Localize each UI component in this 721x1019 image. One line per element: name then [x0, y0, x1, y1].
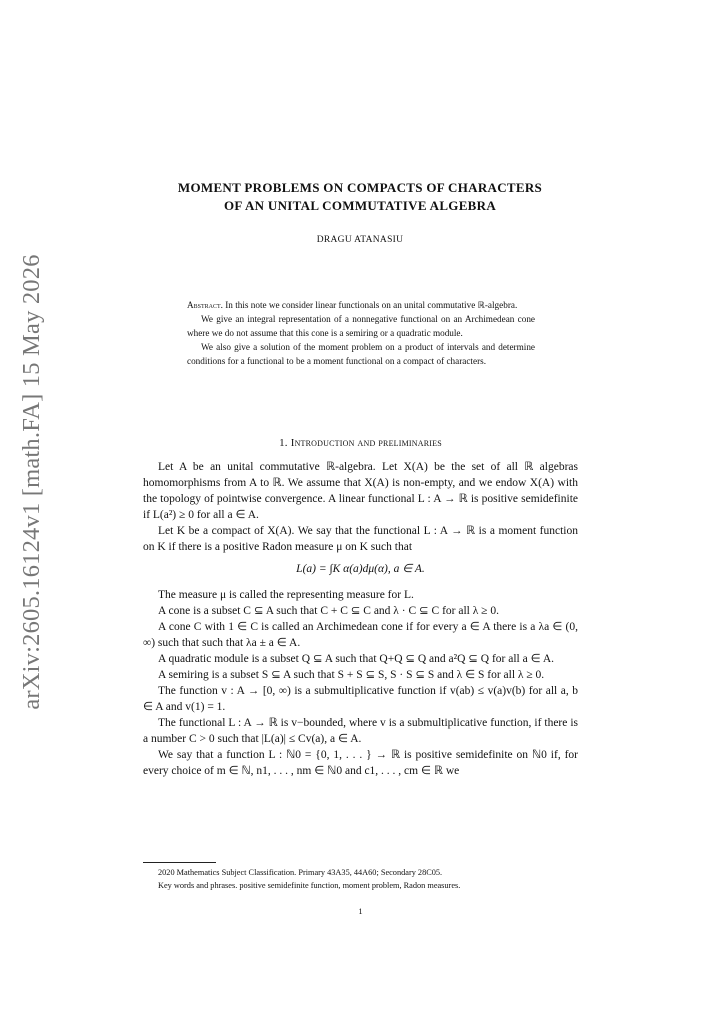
paragraph: Let A be an unital commutative ℝ-algebra. Let X(A) be the set of all ℝ algebras homomorphisms from A to ℝ. We assume that X(A) is non-empty, and we endow X(A) with the topology of pointwise convergence. A linear functional L : A → ℝ is positive semidefinite if L(a²) ≥ 0 for all a ∈ A.: [143, 461, 578, 521]
paragraph: We say that a function L : ℕ0 = {0, 1, . . . } → ℝ is positive semidefinite on ℕ0 if, for every choice of m ∈ ℕ, n1, . . . , nm ∈ ℕ0 and c1, . . . , cm ∈ ℝ we: [143, 749, 578, 777]
abstract-paragraph-3: We also give a solution of the moment problem on a product of intervals and determine conditions for a functional to be a moment functional on a compact of characters.: [187, 342, 535, 366]
section-heading: 1. Introduction and preliminaries: [279, 437, 442, 449]
paragraph: The function v : A → [0, ∞) is a submultiplicative function if v(ab) ≤ v(a)v(b) for all a, b ∈ A and v(1) = 1.: [143, 685, 578, 713]
body-text: [143, 459, 578, 779]
display-formula: L(a) = ∫K α(a)dμ(α), a ∈ A.: [296, 563, 425, 575]
page-number: 1: [358, 906, 363, 916]
abstract: [187, 298, 535, 368]
abstract-label: Abstract.: [187, 300, 223, 310]
abstract-paragraph-1: [187, 298, 535, 312]
title-line-1: MOMENT PROBLEMS ON COMPACTS OF CHARACTERS: [177, 180, 543, 195]
paragraph: A cone C with 1 ∈ C is called an Archimedean cone if for every a ∈ A there is a λa ∈ (0, ∞) such that such that λa ± a ∈ A.: [143, 621, 578, 649]
footnote-rule: [143, 862, 216, 863]
paragraph: A semiring is a subset S ⊆ A such that S + S ⊆ S, S · S ⊆ S and λ ∈ S for all λ ≥ 0.: [158, 669, 545, 681]
paragraph: Let K be a compact of X(A). We say that the functional L : A → ℝ is a moment function on K if there is a positive Radon measure μ on K such that: [143, 525, 578, 553]
paper-title: [140, 179, 580, 215]
footnote-msc: 2020 Mathematics Subject Classification. Primary 43A35, 44A60; Secondary 28C05.: [158, 868, 443, 877]
paragraph: The functional L : A → ℝ is v−bounded, where v is a submultiplicative function, if there is a number C > 0 such that |L(a)| ≤ Cv(a), a ∈ A.: [143, 717, 578, 745]
author: DRAGU ATANASIU: [316, 235, 404, 245]
paragraph: A cone is a subset C ⊆ A such that C + C ⊆ C and λ · C ⊆ C for all λ ≥ 0.: [158, 605, 499, 617]
abstract-text-1: In this note we consider linear functionals on an unital commutative ℝ-algebra.: [225, 300, 518, 310]
footnote-keywords: Key words and phrases. positive semidefinite function, moment problem, Radon measures.: [158, 881, 461, 890]
abstract-paragraph-2: We give an integral representation of a nonnegative functional on an Archimedean cone where we do not assume that this cone is a semiring or a quadratic module.: [187, 314, 535, 338]
arxiv-id: arXiv:2605.16124v1 [math.FA] 15 May 2026: [18, 254, 45, 710]
arxiv-sidebar-stamp: [18, 254, 46, 710]
title-line-2: OF AN UNITAL COMMUTATIVE ALGEBRA: [223, 198, 497, 213]
paragraph: A quadratic module is a subset Q ⊆ A such that Q+Q ⊆ Q and a²Q ⊆ Q for all a ∈ A.: [158, 653, 555, 665]
paragraph: The measure μ is called the representing measure for L.: [158, 589, 414, 601]
footnotes: [143, 866, 578, 892]
